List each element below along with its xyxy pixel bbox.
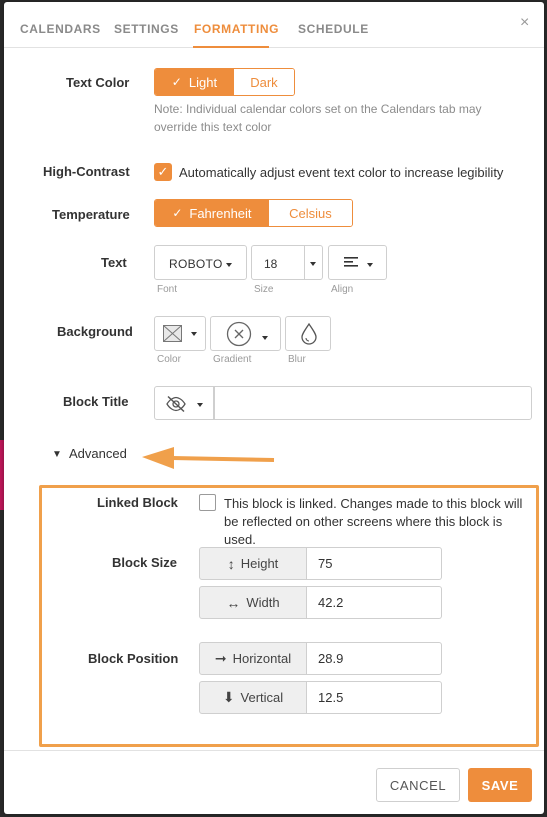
arrow-right-icon: ➞ [214, 650, 227, 666]
block-title-input[interactable] [214, 386, 532, 420]
linked-block-label: Linked Block [97, 495, 178, 510]
formatting-modal [4, 2, 544, 814]
tab-calendars[interactable]: CALENDARS [20, 22, 101, 36]
temperature-label: Temperature [52, 207, 130, 222]
text-color-note: Note: Individual calendar colors set on the Calendars tab may override this text color [154, 102, 482, 134]
temperature-fahrenheit-option[interactable] [155, 200, 269, 226]
font-select[interactable] [154, 245, 247, 280]
background-gradient-select[interactable] [210, 316, 281, 351]
checkmark-icon: ✓ [171, 75, 182, 89]
text-color-light-option[interactable] [155, 69, 234, 95]
chevron-down-icon [197, 403, 203, 407]
gradient-caption: Gradient [213, 354, 252, 365]
save-button[interactable]: SAVE [468, 768, 532, 802]
no-color-icon [163, 325, 183, 343]
annotation-arrow-icon [140, 442, 276, 474]
blur-droplet-icon [300, 323, 318, 345]
close-icon[interactable]: × [520, 14, 530, 31]
text-color-dark-label: Dark [250, 74, 278, 90]
vertical-resize-icon: ↕ [227, 555, 235, 572]
chevron-down-icon [310, 262, 316, 266]
height-input[interactable]: 75 [307, 547, 442, 580]
blur-caption: Blur [288, 354, 306, 365]
temperature-celsius-option[interactable] [269, 200, 352, 226]
horizontal-input[interactable]: 28.9 [307, 642, 442, 675]
align-left-icon [344, 256, 360, 270]
text-color-dark-option[interactable] [234, 69, 294, 95]
width-label: Width [246, 595, 280, 610]
temperature-fahrenheit-label: Fahrenheit [189, 205, 252, 221]
block-position-label: Block Position [88, 651, 179, 666]
linked-block-checkbox[interactable] [199, 494, 216, 511]
high-contrast-checkbox[interactable] [154, 163, 172, 181]
block-size-label: Block Size [112, 555, 178, 570]
modal-footer [4, 750, 544, 814]
size-select[interactable] [251, 245, 323, 280]
tab-formatting[interactable]: FORMATTING [194, 22, 280, 36]
background-blur-button[interactable] [285, 316, 331, 351]
width-label-addon [199, 586, 307, 619]
height-label: Height [240, 556, 279, 571]
temperature-toggle [154, 199, 353, 227]
linked-block-text: This block is linked. Changes made to this block will be reflected on other screens where this block is used. [224, 496, 523, 547]
block-title-visibility-select[interactable] [154, 386, 214, 420]
text-label: Text [101, 255, 127, 270]
background-label: Background [57, 324, 133, 339]
width-input[interactable]: 42.2 [307, 586, 442, 619]
cancel-button[interactable]: CANCEL [376, 768, 460, 802]
text-color-label: Text Color [66, 75, 130, 90]
vertical-label: Vertical [240, 690, 284, 705]
size-caption: Size [254, 284, 274, 295]
advanced-toggle[interactable]: Advanced [69, 446, 127, 461]
checkmark-icon: ✓ [172, 206, 183, 220]
high-contrast-text: Automatically adjust event text color to increase legibility [179, 165, 504, 180]
background-color-select[interactable] [154, 316, 206, 351]
chevron-down-icon [367, 263, 373, 267]
horizontal-resize-icon: ↔ [226, 594, 241, 611]
horizontal-label-addon [199, 642, 307, 675]
font-value: ROBOTO [169, 257, 223, 271]
tab-settings[interactable]: SETTINGS [114, 22, 179, 36]
no-gradient-icon [226, 321, 252, 347]
high-contrast-label: High-Contrast [43, 164, 130, 179]
size-divider [304, 246, 305, 279]
checkmark-icon: ✓ [157, 164, 169, 179]
color-caption: Color [157, 354, 181, 365]
text-color-toggle [154, 68, 295, 96]
active-tab-indicator [193, 46, 269, 48]
vertical-label-addon [199, 681, 307, 714]
horizontal-label: Horizontal [232, 651, 292, 666]
eye-slash-icon [165, 395, 187, 413]
block-title-label: Block Title [63, 394, 129, 409]
chevron-down-icon [226, 263, 232, 267]
vertical-input[interactable]: 12.5 [307, 681, 442, 714]
size-value: 18 [264, 257, 278, 271]
tab-bar [4, 2, 544, 48]
temperature-celsius-label: Celsius [289, 205, 332, 221]
height-label-addon [199, 547, 307, 580]
triangle-down-icon[interactable]: ▼ [52, 449, 62, 460]
text-color-light-label: Light [188, 74, 218, 90]
arrow-down-icon: ⬇ [222, 689, 235, 705]
chevron-down-icon [262, 336, 268, 340]
align-select[interactable] [328, 245, 387, 280]
align-caption: Align [331, 284, 354, 295]
tab-schedule[interactable]: SCHEDULE [298, 22, 369, 36]
chevron-down-icon [191, 332, 197, 336]
font-caption: Font [157, 284, 178, 295]
